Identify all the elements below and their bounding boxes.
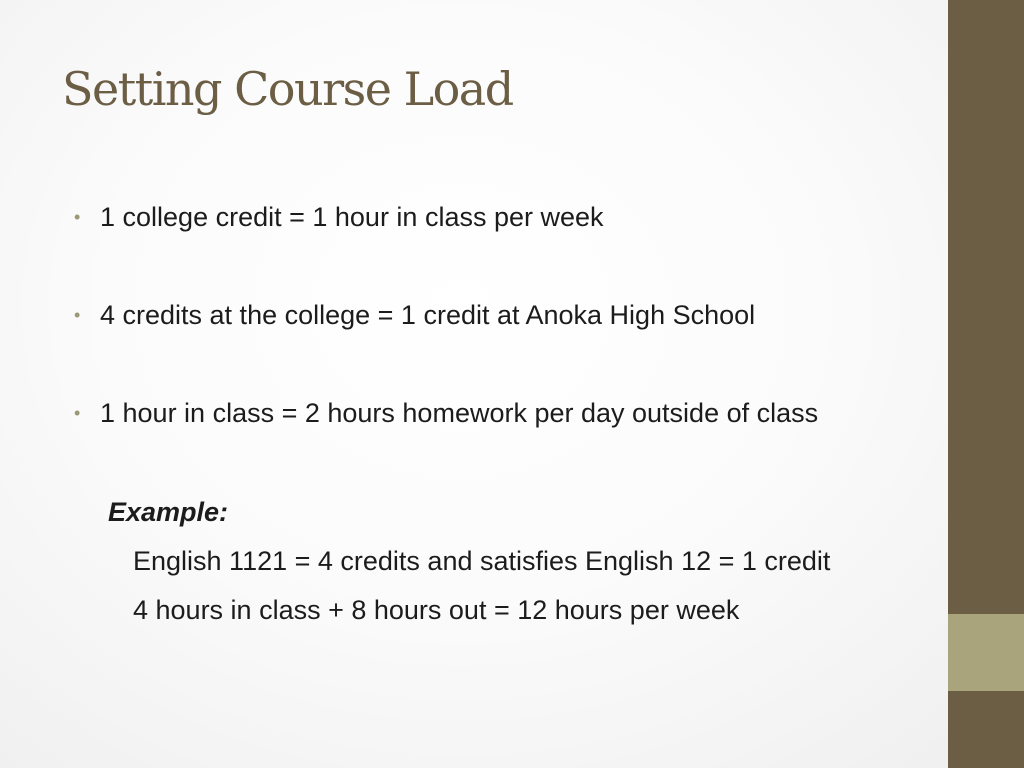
slide-title: Setting Course Load [62,62,513,116]
bullet-item-credit-hour [74,200,604,234]
bullet-text: 4 credits at the college = 1 credit at Anoka High School [100,300,756,330]
bullet-icon: • [74,403,81,423]
example-line-hours: 4 hours in class + 8 hours out = 12 hours per week [133,595,740,625]
bullet-text: 1 hour in class = 2 hours homework per day outside of class [100,398,819,428]
example-line-english: English 1121 = 4 credits and satisfies English 12 = 1 credit [133,546,831,576]
bullet-icon: • [74,207,81,227]
side-accent-block [948,614,1024,691]
example-label: Example: [108,497,229,527]
bullet-item-credit-conversion [74,298,755,332]
bullet-item-homework [74,396,818,430]
bullet-icon: • [74,305,81,325]
bullet-text: 1 college credit = 1 hour in class per week [100,202,604,232]
